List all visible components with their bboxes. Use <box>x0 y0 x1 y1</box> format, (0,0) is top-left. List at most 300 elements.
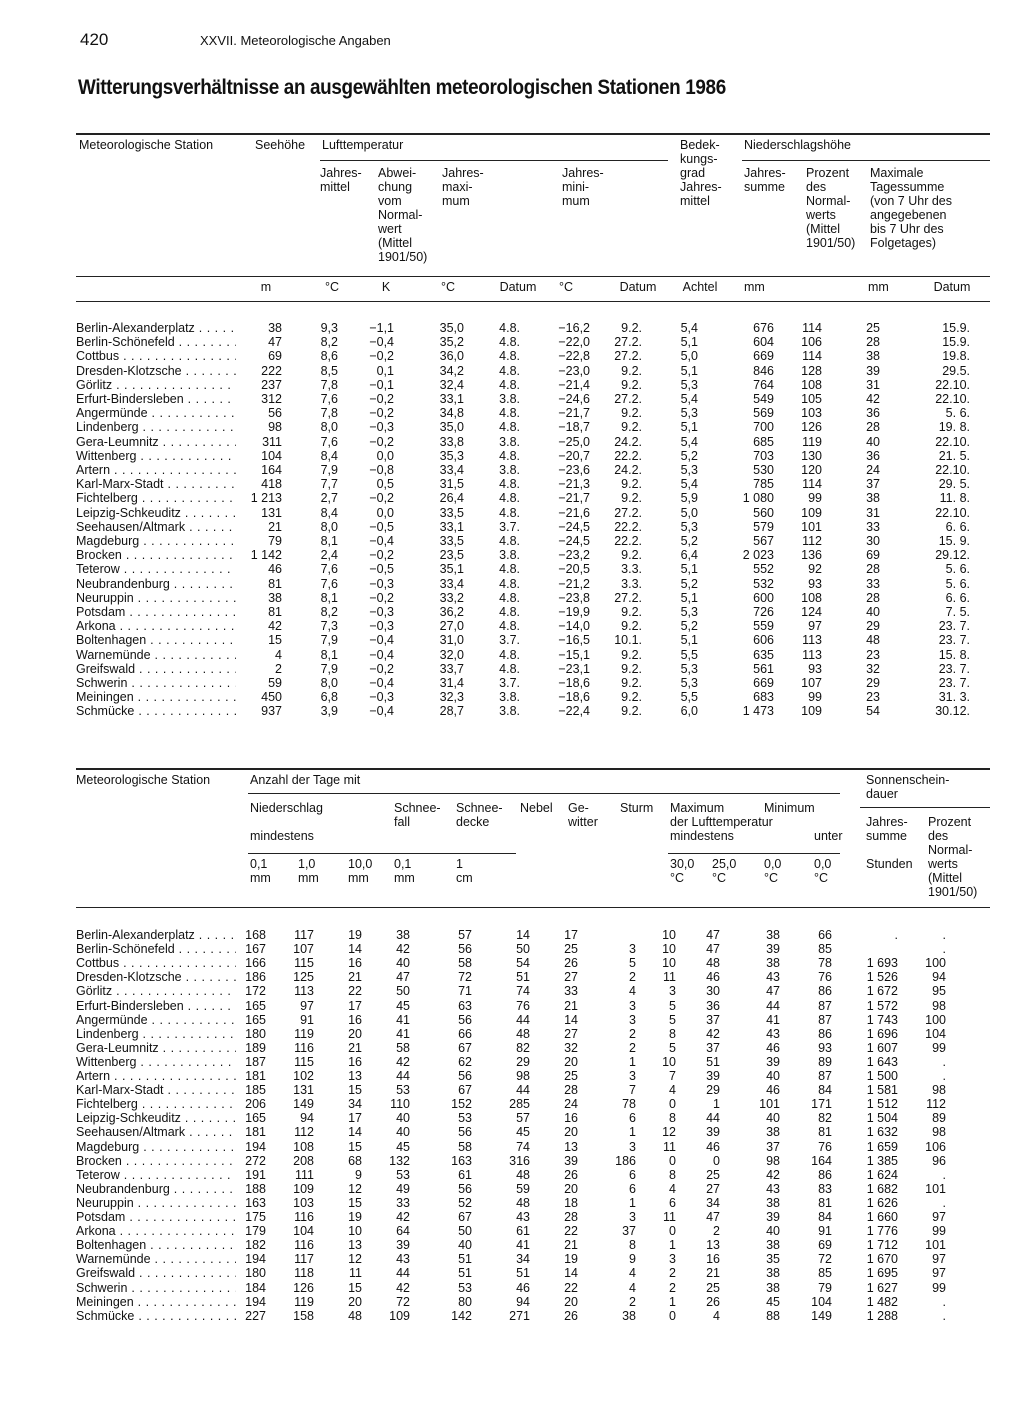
table-cell: 54 <box>866 704 880 719</box>
table-cell: 3 <box>629 1012 636 1027</box>
table-row <box>0 1097 1024 1111</box>
table-cell: 9.2. <box>621 377 642 392</box>
table-cell: 1 672 <box>866 984 898 999</box>
table-cell: 39 <box>766 1054 780 1069</box>
table-cell: 3.7. <box>499 633 520 648</box>
table-cell: 168 <box>245 928 266 942</box>
table-cell: 171 <box>811 1097 832 1112</box>
table-cell: 89 <box>932 1111 946 1126</box>
table-row <box>0 435 1024 449</box>
table-cell: 108 <box>293 1139 314 1154</box>
table-cell: 9.2. <box>621 605 642 619</box>
table-cell: 24 <box>564 1097 578 1112</box>
table-cell: 227 <box>245 1308 266 1323</box>
table-cell: 36 <box>866 448 880 463</box>
table-cell: 28 <box>564 1083 578 1098</box>
table-cell: 45 <box>396 1139 410 1154</box>
table-cell: 6 <box>629 1167 636 1182</box>
table-cell: 93 <box>808 576 822 591</box>
table-cell: 206 <box>245 1097 266 1112</box>
table-cell: 9.2. <box>621 548 642 563</box>
table-cell: −23,0 <box>558 363 590 378</box>
table-cell: 179 <box>245 1224 266 1239</box>
table-row <box>0 562 1024 576</box>
table-cell: 37 <box>706 1040 720 1055</box>
table-cell: 53 <box>396 1167 410 1182</box>
table-cell: 51 <box>458 1266 472 1281</box>
table-cell: 5. 6. <box>945 576 970 591</box>
table-cell: 81 <box>818 1195 832 1210</box>
table-cell: 91 <box>300 1012 314 1027</box>
t2-header-sturm: Sturm <box>620 801 654 815</box>
table-cell: 17 <box>348 1111 362 1126</box>
table-cell: 22.10. <box>935 463 970 477</box>
col-header-jahresminimum: Jahres- mini- mum <box>562 166 604 208</box>
table-cell: 38 <box>766 956 780 971</box>
table-cell: 33,1 <box>439 519 464 534</box>
table-cell: 8,1 <box>320 647 338 662</box>
table-cell: 47 <box>706 942 720 957</box>
table-cell: 119 <box>294 1026 314 1041</box>
unit-jahressumme: mm <box>744 280 765 294</box>
table-cell: 39 <box>706 1069 720 1083</box>
table-cell: 1 627 <box>866 1280 898 1295</box>
table-cell: 12 <box>662 1125 676 1140</box>
table-cell: −15,1 <box>558 647 590 662</box>
table-cell: 1 696 <box>866 1026 898 1041</box>
col-header-lufttemperatur: Lufttemperatur <box>322 138 404 152</box>
table-cell: 33 <box>866 519 880 534</box>
table-cell: 42 <box>706 1026 720 1041</box>
table-cell: 9.2. <box>621 321 642 335</box>
table-cell: 45 <box>516 1125 530 1140</box>
table-row <box>0 999 1024 1013</box>
table-cell: 107 <box>293 942 314 957</box>
table-row <box>0 378 1024 392</box>
station-name: Arkona . . . <box>76 1224 236 1238</box>
table-cell: 76 <box>818 1139 832 1154</box>
table-cell: −0,2 <box>369 548 394 563</box>
station-name: Fichtelberg . . . <box>76 491 236 505</box>
table-row <box>0 321 1024 335</box>
table-cell: 22.10. <box>935 377 970 392</box>
table-cell: 9,3 <box>320 321 338 335</box>
t2-header-rule <box>76 907 990 908</box>
table-cell: 164 <box>811 1153 832 1168</box>
table-cell: 4.8. <box>499 477 520 492</box>
table-row <box>0 690 1024 704</box>
table-cell: 128 <box>801 363 822 378</box>
col-header-jahresmaximum: Jahres- maxi- mum <box>442 166 484 208</box>
table-cell: −0,8 <box>369 463 394 477</box>
table-row <box>0 1111 1024 1125</box>
station-name: Angermünde . . . <box>76 406 236 420</box>
table-cell: 74 <box>516 1139 530 1154</box>
table-cell: 101 <box>925 1181 946 1196</box>
table-cell: 15 <box>348 1280 362 1295</box>
table-cell: 8 <box>629 1238 636 1253</box>
table-cell: 5. 6. <box>945 406 970 421</box>
table-cell: 15.9. <box>942 335 970 350</box>
table-cell: 21. 5. <box>938 448 970 463</box>
table-cell: 669 <box>753 349 774 364</box>
table-cell: 48 <box>866 633 880 648</box>
table-cell: 4.8. <box>499 562 520 577</box>
table-cell: 175 <box>245 1210 266 1224</box>
table-cell: 163 <box>451 1153 472 1168</box>
table-row <box>0 491 1024 505</box>
table-row <box>0 1224 1024 1238</box>
table-cell: 61 <box>516 1224 530 1239</box>
table-cell: 10 <box>662 956 676 971</box>
table-cell: 63 <box>458 998 472 1013</box>
table-row <box>0 506 1024 520</box>
table-cell: −0,3 <box>369 619 394 634</box>
table-cell: . <box>942 1167 946 1182</box>
table-cell: −24,5 <box>558 534 590 548</box>
table-cell: 86 <box>818 1026 832 1041</box>
table-cell: 13 <box>564 1139 578 1154</box>
table-cell: 57 <box>458 928 472 942</box>
table-row <box>0 1083 1024 1097</box>
station-name: Artern . . . <box>76 1069 236 1083</box>
station-name: Meiningen . . . <box>76 690 236 704</box>
table-cell: 24.2. <box>614 463 642 477</box>
table-cell: 165 <box>245 998 266 1013</box>
table-cell: 28 <box>866 420 880 435</box>
table-cell: 8,2 <box>320 335 338 350</box>
station-name: Gera-Leumnitz . . . <box>76 435 236 449</box>
table-cell: 51 <box>458 1252 472 1267</box>
station-name: Neuruppin . . . <box>76 1196 236 1210</box>
table-cell: 4 <box>629 984 636 999</box>
table-cell: 552 <box>753 562 774 577</box>
station-name: Neubrandenburg . . . <box>76 1182 236 1196</box>
table-cell: 21 <box>564 998 578 1013</box>
table-cell: 7,8 <box>320 377 338 392</box>
table-cell: 38 <box>268 321 282 335</box>
table-cell: 27 <box>564 970 578 985</box>
table-cell: 39 <box>706 1125 720 1140</box>
table-cell: 5,1 <box>680 363 698 378</box>
table-cell: 16 <box>348 956 362 971</box>
table-cell: 33,7 <box>439 661 464 676</box>
t2-header-jahressumme: Jahres- summe <box>866 815 908 843</box>
table-cell: 119 <box>294 1294 314 1309</box>
table-cell: 2 <box>629 970 636 985</box>
table-cell: 4 <box>669 1181 676 1196</box>
table-cell: 22.10. <box>935 392 970 406</box>
table-cell: 36 <box>866 406 880 421</box>
station-name: Schmücke . . . <box>76 704 236 718</box>
table-cell: 27.2. <box>614 505 642 520</box>
table-cell: 64 <box>396 1224 410 1239</box>
table-cell: 0 <box>669 1308 676 1323</box>
table-cell: 2 <box>713 1224 720 1239</box>
table-cell: 31 <box>866 377 880 392</box>
table-cell: 8,2 <box>320 605 338 619</box>
table-row <box>0 477 1024 491</box>
table-cell: 40 <box>766 1069 780 1083</box>
table-cell: 4 <box>713 1308 720 1323</box>
table-cell: −0,4 <box>369 633 394 648</box>
table-cell: 418 <box>261 477 282 492</box>
table-cell: 182 <box>245 1238 266 1253</box>
table-cell: 42 <box>396 1210 410 1224</box>
table-cell: 9.2. <box>621 661 642 676</box>
table-cell: 33 <box>396 1195 410 1210</box>
table-cell: 4.8. <box>499 505 520 520</box>
table-cell: 29.12. <box>935 548 970 563</box>
table-cell: 1 607 <box>866 1040 898 1055</box>
t2-unit-t30: 30,0 °C <box>670 857 695 885</box>
table-cell: 105 <box>801 392 822 406</box>
table-cell: 0 <box>713 1153 720 1168</box>
table-cell: 9.2. <box>621 647 642 662</box>
table-cell: 19 <box>348 1210 362 1224</box>
table-cell: 99 <box>932 1040 946 1055</box>
table-cell: 194 <box>245 1252 266 1267</box>
table-cell: 40 <box>396 1125 410 1140</box>
table-cell: 0,0 <box>376 448 394 463</box>
table-cell: 43 <box>396 1252 410 1267</box>
table-cell: 2 <box>629 1294 636 1309</box>
table-cell: 2 <box>669 1280 676 1295</box>
table-cell: 5,3 <box>680 605 698 619</box>
table-row <box>0 392 1024 406</box>
table-cell: 30 <box>706 984 720 999</box>
t2-header-station: Meteorologische Station <box>76 773 211 787</box>
table-cell: −25,0 <box>558 434 590 449</box>
t2-header-schneedecke: Schnee- decke <box>456 801 503 829</box>
table-cell: 20 <box>564 1054 578 1069</box>
table-cell: 285 <box>509 1097 530 1112</box>
table-cell: 4 <box>669 1083 676 1098</box>
table-cell: 5,3 <box>680 676 698 690</box>
table-cell: 38 <box>766 1266 780 1281</box>
t2-header-gewitter: Ge- witter <box>568 801 598 829</box>
table-cell: . <box>942 1308 946 1323</box>
table-cell: 11 <box>663 1139 676 1154</box>
table-cell: 26 <box>564 1167 578 1182</box>
table-cell: 2 <box>629 1026 636 1041</box>
table-cell: 1 695 <box>866 1266 898 1281</box>
table-cell: 2 <box>275 661 282 676</box>
temp-rule <box>668 853 840 854</box>
table-row <box>0 349 1024 363</box>
station-name: Görlitz . . . <box>76 378 236 392</box>
table-cell: 9.2. <box>621 363 642 378</box>
table-cell: 8,1 <box>320 534 338 548</box>
table-cell: 5 <box>629 956 636 971</box>
table-cell: 7,8 <box>320 406 338 421</box>
table-cell: 91 <box>818 1224 832 1239</box>
table-cell: 112 <box>926 1097 946 1112</box>
table-cell: 58 <box>396 1040 410 1055</box>
table-cell: 43 <box>766 970 780 985</box>
table-row <box>0 704 1024 718</box>
table-cell: 15 <box>348 1139 362 1154</box>
table-cell: 7,7 <box>320 477 338 492</box>
table-cell: 530 <box>753 463 774 477</box>
col-header-station: Meteorologische Station <box>79 138 214 152</box>
table-cell: 15 <box>348 1083 362 1098</box>
table-cell: 99 <box>808 690 822 705</box>
table-cell: 7,9 <box>320 463 338 477</box>
table-cell: 152 <box>451 1097 472 1112</box>
table-cell: 3.8. <box>499 704 520 719</box>
station-name: Brocken . . . <box>76 1154 236 1168</box>
station-name: Wittenberg . . . <box>76 1055 236 1069</box>
table-cell: −21,2 <box>558 576 590 591</box>
table-cell: 98 <box>766 1153 780 1168</box>
table-cell: 194 <box>245 1139 266 1154</box>
table-cell: 48 <box>348 1308 362 1323</box>
table-cell: 37 <box>866 477 880 492</box>
t2-header-schneefall: Schnee- fall <box>394 801 441 829</box>
table-cell: 45 <box>396 998 410 1013</box>
table-cell: 38 <box>766 928 780 942</box>
table-cell: 27.2. <box>614 392 642 406</box>
table-row <box>0 406 1024 420</box>
table-cell: 189 <box>245 1040 266 1055</box>
table-cell: 78 <box>818 956 832 971</box>
table-cell: 1 080 <box>742 491 774 506</box>
t2-header-unter: unter <box>814 829 843 843</box>
table-cell: −19,9 <box>558 605 590 619</box>
table-row <box>0 577 1024 591</box>
table-cell: 676 <box>753 321 774 335</box>
table-cell: 126 <box>293 1280 314 1295</box>
table-cell: 5,5 <box>680 690 698 705</box>
table-cell: 95 <box>932 984 946 999</box>
col-header-niederschlagshoehe: Niederschlagshöhe <box>744 138 852 152</box>
table-cell: 5,3 <box>680 519 698 534</box>
table-cell: −23,8 <box>558 590 590 605</box>
header-rule <box>76 276 990 277</box>
table-cell: 43 <box>516 1210 530 1224</box>
col-header-jahresmittel: Jahres- mittel <box>320 166 362 194</box>
table-cell: 685 <box>753 434 774 449</box>
table-row <box>0 970 1024 984</box>
table-cell: 9.2. <box>621 406 642 421</box>
table-cell: 567 <box>753 534 774 548</box>
table-cell: 5,3 <box>680 406 698 421</box>
table-cell: 40 <box>766 1224 780 1239</box>
table-cell: 21 <box>268 519 282 534</box>
table-cell: 92 <box>808 562 822 577</box>
station-name: Leipzig-Schkeuditz . . . <box>76 506 236 520</box>
station-name: Arkona . . . <box>76 619 236 633</box>
table-row <box>0 1295 1024 1309</box>
table-cell: 46 <box>706 970 720 985</box>
table-cell: 21 <box>706 1266 720 1281</box>
table-cell: −0,4 <box>369 647 394 662</box>
table-cell: 21 <box>564 1238 578 1253</box>
table-cell: 40 <box>866 605 880 619</box>
table-cell: 8,4 <box>320 448 338 463</box>
table-cell: 569 <box>753 406 774 421</box>
table-cell: 5,1 <box>680 590 698 605</box>
table-cell: 31,5 <box>439 477 464 492</box>
table-cell: 1 504 <box>866 1111 898 1126</box>
niederschlag-rule <box>742 160 990 161</box>
t2-header-mindestens: mindestens <box>250 829 314 843</box>
table-cell: 1 660 <box>866 1210 898 1224</box>
table-cell: −20,7 <box>558 448 590 463</box>
table-cell: 846 <box>753 363 774 378</box>
table-cell: 35,0 <box>439 420 464 435</box>
table-cell: 4.8. <box>499 420 520 435</box>
table-cell: 1 <box>669 1238 676 1253</box>
table-cell: 15 <box>268 633 282 648</box>
table-cell: 96 <box>932 1153 946 1168</box>
unit-abweichung: K <box>381 280 391 294</box>
table-cell: 116 <box>294 1210 314 1224</box>
table-cell: 28,7 <box>439 704 464 719</box>
table-cell: 1 682 <box>866 1181 898 1196</box>
table-cell: 149 <box>811 1308 832 1323</box>
table-cell: . <box>942 1195 946 1210</box>
table-cell: −16,5 <box>558 633 590 648</box>
table-cell: 4.8. <box>499 363 520 378</box>
table-row <box>0 1210 1024 1224</box>
table-cell: 50 <box>396 984 410 999</box>
table-cell: 3.7. <box>499 676 520 690</box>
table-cell: 66 <box>818 928 832 942</box>
table-cell: 106 <box>801 335 822 350</box>
page-number: 420 <box>80 30 109 49</box>
station-name: Lindenberg . . . <box>76 420 236 434</box>
table-cell: 1 743 <box>866 1012 898 1027</box>
table-cell: 31,4 <box>439 676 464 690</box>
table-cell: 38 <box>866 491 880 506</box>
table-cell: 20 <box>348 1294 362 1309</box>
table-cell: 79 <box>818 1280 832 1295</box>
station-name: Neuruppin . . . <box>76 591 236 605</box>
table-cell: −0,2 <box>369 491 394 506</box>
table-cell: 81 <box>268 576 282 591</box>
table-cell: 5,4 <box>680 392 698 406</box>
table-cell: 40 <box>458 1238 472 1253</box>
table-cell: 47 <box>706 928 720 942</box>
table-cell: 34 <box>706 1195 720 1210</box>
table-cell: 111 <box>294 1167 314 1182</box>
table-cell: 1 288 <box>866 1308 898 1323</box>
table-cell: 38 <box>766 1195 780 1210</box>
table-row <box>0 1309 1024 1323</box>
table-cell: 28 <box>564 1210 578 1224</box>
table-row <box>0 1055 1024 1069</box>
table-row <box>0 619 1024 633</box>
table-cell: 185 <box>245 1083 266 1098</box>
lufttemperatur-rule <box>320 160 668 161</box>
table-cell: 1 712 <box>866 1238 898 1253</box>
table-cell: 104 <box>925 1026 946 1041</box>
table-cell: 112 <box>802 534 822 548</box>
table-cell: 6. 6. <box>945 519 970 534</box>
table-row <box>0 520 1024 534</box>
table-cell: 101 <box>801 519 822 534</box>
table-cell: 113 <box>802 647 822 662</box>
col-header-seehoehe: Seehöhe <box>255 138 306 152</box>
table-cell: −16,2 <box>558 321 590 335</box>
table-cell: 38 <box>268 590 282 605</box>
table-cell: 23. 7. <box>938 661 970 676</box>
table-cell: 39 <box>766 1210 780 1224</box>
table-cell: 41 <box>516 1238 530 1253</box>
table-cell: 20 <box>348 1026 362 1041</box>
